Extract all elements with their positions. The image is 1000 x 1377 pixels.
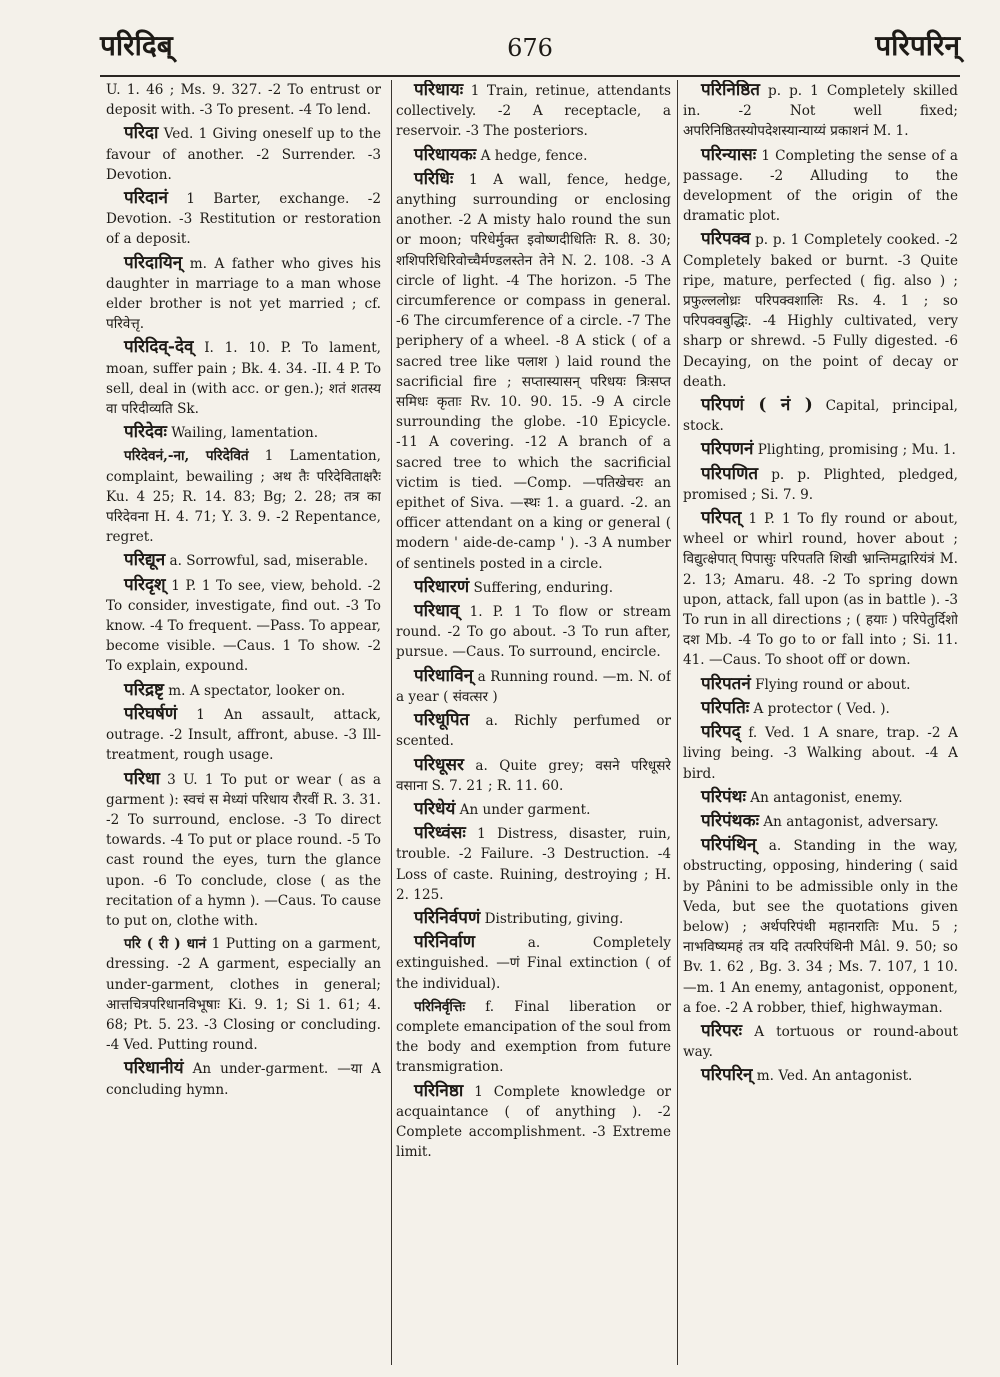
dictionary-entry xyxy=(106,1058,381,1099)
dictionary-entry xyxy=(106,934,381,1055)
dictionary-entry xyxy=(683,395,958,436)
entry-definition: a. Quite grey; वसने परिधूसरे वसाना S. 7. 21 ; R. 11. 60. xyxy=(396,757,671,794)
column-divider xyxy=(677,80,678,1365)
dictionary-entry xyxy=(683,145,958,227)
column-3 xyxy=(683,80,958,1365)
entry-headword: परिनिष्ठा xyxy=(414,1080,464,1101)
entry-definition: Ved. 1 Giving oneself up to the favour of another. -2 Surrender. -3 Devotion. xyxy=(106,126,381,183)
dictionary-entry xyxy=(683,674,958,695)
entry-headword: परिपरिन् xyxy=(701,1065,753,1086)
column-divider xyxy=(391,80,392,1365)
dictionary-entry xyxy=(106,253,381,335)
dictionary-entry xyxy=(106,769,381,932)
dictionary-entry xyxy=(683,698,958,719)
entry-headword: परिपरः xyxy=(701,1020,743,1041)
entry-definition: p. p. 1 Completely cooked. -2 Completely baked or burnt. -3 Quite ripe, mature, perfected ( fig. also ) ; प्रफुल्ललोध्रः परिपक्वशालिः Rs. 4. 1 ; so परिपक्वबुद्धिः. -4 Highly cultivated, very sharp or shrewd. -5 Fully digested. -6 Decaying, on the point of decay or death. xyxy=(683,232,958,390)
entry-definition: U. 1. 46 ; Ms. 9. 327. -2 To entrust or deposit with. -3 To present. -4 To lend. xyxy=(106,82,381,119)
dictionary-entry xyxy=(396,145,671,166)
entry-headword: परिद्रष्टृ xyxy=(124,679,164,700)
dictionary-entry xyxy=(106,680,381,701)
dictionary-entry xyxy=(396,932,671,994)
entry-headword: परिघर्षणं xyxy=(124,703,178,724)
dictionary-entry xyxy=(106,80,381,120)
dictionary-entry xyxy=(683,1021,958,1062)
dictionary-entry xyxy=(683,229,958,392)
dictionary-entry xyxy=(396,577,671,598)
entry-definition: a. Standing in the way, obstructing, opposing, hindering ( said by Pânini to be admissible only in the Veda, but see the quotations given below) ; अर्थपरिपंथी महानरातिः Mu. 5 ; नाभविष्यमहं तत्र यदि तत्परिपंथिनी Mâl. 9. 50; so Bv. 1. 62 , Bg. 3. 34 ; Ms. 7. 107, 1 10. —m. 1 An enemy, antagonist, opponent, a foe. -2 A robber, thief, highwayman. xyxy=(683,838,958,1016)
entry-headword: परिधायः xyxy=(414,80,464,100)
entry-headword: परिदायिन् xyxy=(124,252,183,273)
entry-headword: परिनिर्वृत्तिः xyxy=(414,998,466,1015)
entry-headword: परिपतनं xyxy=(701,673,751,694)
entry-definition: 1 Complete knowledge or acquaintance ( of anything ). -2 Complete accomplishment. -3 Extreme limit. xyxy=(396,1083,671,1161)
dictionary-entry xyxy=(683,464,958,505)
entry-headword: परिधानीयं xyxy=(124,1058,184,1079)
entry-headword: परिनिर्वाण xyxy=(414,932,475,953)
dictionary-entry xyxy=(106,337,381,419)
entry-definition: a. Completely extinguished. —णं Final extinction ( of the individual). xyxy=(396,935,671,992)
entry-headword: परिनिष्ठित xyxy=(701,80,760,100)
entry-definition: a. Sorrowful, sad, miserable. xyxy=(169,553,369,570)
header-rule xyxy=(100,75,960,77)
dictionary-entry xyxy=(396,601,671,663)
entry-headword: परिपंथिन् xyxy=(701,835,757,856)
dictionary-entry xyxy=(396,1081,671,1163)
entry-definition: A tortuous or round-about way. xyxy=(683,1023,958,1061)
entry-definition: Plighting, promising ; Mu. 1. xyxy=(757,442,956,459)
entry-headword: परि ( री ) धानं xyxy=(124,936,207,953)
entry-headword: परिपतिः xyxy=(701,697,750,718)
entry-headword: परिद्यून xyxy=(124,550,166,571)
entry-headword: परिदानं xyxy=(124,188,168,209)
entry-headword: परिधूसर xyxy=(414,754,464,775)
dictionary-entry xyxy=(396,666,671,707)
entry-definition: An under garment. xyxy=(459,801,591,818)
entry-definition: m. A spectator, looker on. xyxy=(168,682,346,699)
header-last-word: परिपरिन् xyxy=(875,29,960,62)
entry-headword: परिपणं ( नं ) xyxy=(701,395,813,416)
entry-definition: 1. P. 1 To flow or stream round. -2 To go about. -3 To run after, pursue. —Caus. To surround, encircle. xyxy=(396,604,671,661)
entry-definition: Suffering, enduring. xyxy=(473,579,614,596)
entry-definition: Capital, principal, stock. xyxy=(683,398,958,435)
entry-headword: परिपंथकः xyxy=(701,810,760,831)
entry-definition: m. Ved. An antagonist. xyxy=(756,1068,913,1085)
dictionary-entry xyxy=(106,422,381,443)
entry-definition: An under-garment. —या A concluding hymn. xyxy=(106,1061,381,1098)
dictionary-entry xyxy=(683,787,958,808)
entry-definition: 1 Distress, disaster, ruin, trouble. -2 Failure. -3 Destruction. -4 Loss of caste. Ruining, destroying ; H. 2. 125. xyxy=(396,826,671,903)
page-number: 676 xyxy=(507,34,553,62)
dictionary-entry xyxy=(683,508,958,671)
entry-definition: Wailing, lamentation. xyxy=(171,425,319,442)
entry-definition: 1 Lamentation, complaint, bewailing ; अथ तैः परिदेविताक्षरैः Ku. 4 25; R. 14. 83; Bg; 2. 28; तत्र का परिदेवना H. 4. 71; Y. 3. 9. -2 Repentance, regret. xyxy=(106,448,381,546)
entry-headword: परिपणनं xyxy=(701,439,754,460)
entry-definition: p. p. 1 Completely skilled in. -2 Not well fixed; अपरिनिष्ठितस्योपदेशस्यान्याय्यं प्रकाशनं M. 1. xyxy=(683,83,958,140)
entry-definition: 1 An assault, attack, outrage. -2 Insult, affront, abuse. -3 Ill-treatment, rough usage. xyxy=(106,706,381,764)
entry-definition: 1 Train, retinue, attendants collectively. -2 A receptacle, a reservoir. -3 The posteriors. xyxy=(396,83,671,140)
entry-definition: Flying round or about. xyxy=(755,676,911,693)
entry-headword: परिपक्व xyxy=(701,229,751,250)
entry-definition: Distributing, giving. xyxy=(484,910,624,927)
entry-definition: 1 Putting on a garment, dressing. -2 A garment, especially an under-garment, clothes in general; आत्तचित्रपरिधानविभूषाः Ki. 9. 1; Si 1. 61; 4. 68; Pt. 5. 23. -3 Closing or concluding. -4 Ved. Putting round. xyxy=(106,936,381,1054)
entry-definition: 3 U. 1 To put or wear ( as a garment ): स्वचं स मेध्यां परिधाय रौरवीं R. 3. 31. -2 To surround, enclose. -3 To direct towards. -4 To put or place round. -5 To cast round the eyes, turn the glance upon. -6 To conclude, close ( as the recitation of a hymn ). —Caus. To cause to put on, clothe with. xyxy=(106,771,381,929)
dictionary-entry xyxy=(106,188,381,250)
dictionary-entry xyxy=(683,80,958,142)
entry-definition: 1 Completing the sense of a passage. -2 Alluding to the development of the origin of the dramatic plot. xyxy=(683,147,958,225)
dictionary-entry xyxy=(396,799,671,820)
entry-definition: 1 P. 1 To see, view, behold. -2 To consider, investigate, find out. -3 To know. -4 To frequent. —Pass. To appear, become visible. —Caus. 1 To show. -2 To explain, expound. xyxy=(106,577,381,675)
entry-definition: p. p. Plighted, pledged, promised ; Si. 7. 9. xyxy=(683,466,958,503)
dictionary-entry xyxy=(106,575,381,677)
entry-definition: 1 A wall, fence, hedge, anything surrounding or enclosing another. -2 A misty halo round the sun or moon; परिधेर्मुक्त इवोष्णदीधितिः R. 8. 30; शशिपरिधिरिवोच्चैर्मण्डलस्तेन तेने N. 2. 108. -3 A circle of light. -4 The horizon. -5 The circumference or compass in general. -6 The circumference of a circle. -7 The periphery of a wheel. -8 A stick ( of a sacred tree like पलाश ) laid round the sacrificial fire ; सप्तास्यासन् परिधयः त्रिःसप्त समिधः कृताः Rv. 10. 90. 15. -9 A circle surrounding the globe. -10 Epicycle. -11 A covering. -12 A branch of a sacred tree to which the sacrificial victim is tied. —Comp. —पतिखेचरः an epithet of Siva. —स्थः 1. a guard. -2. an officer attendant on a king or general ( modern ' aide-de-camp ' ). -3 A number of sentinels posted in a circle. xyxy=(396,171,671,572)
entry-headword: परिधारणं xyxy=(414,576,470,597)
header-first-word: परिदिब् xyxy=(100,29,173,62)
entry-definition: a Running round. —m. N. of a year ( संवत्सर ) xyxy=(396,668,671,705)
entry-headword: परिपणित xyxy=(701,463,759,484)
entry-headword: परिधेयं xyxy=(414,798,456,819)
entry-definition: A protector ( Ved. ). xyxy=(753,700,890,717)
dictionary-entry xyxy=(396,755,671,796)
dictionary-entry xyxy=(683,439,958,460)
entry-definition: a. Richly perfumed or scented. xyxy=(396,713,671,750)
dictionary-entry xyxy=(396,823,671,905)
page-header xyxy=(100,26,960,76)
entry-definition: f. Final liberation or complete emancipation of the soul from the body and exemption from future transmigration. xyxy=(396,998,671,1076)
entry-headword: परिध्वंसः xyxy=(414,823,466,844)
dictionary-entry xyxy=(396,169,671,574)
entry-headword: परिन्यासः xyxy=(701,144,757,165)
dictionary-entry xyxy=(396,710,671,751)
entry-headword: परिधिः xyxy=(414,168,454,189)
entry-headword: परिदृश् xyxy=(124,574,166,595)
entry-headword: परिपत् xyxy=(701,508,742,529)
entry-headword: परिपद् xyxy=(701,722,741,743)
entry-headword: परिदिव्-देव् xyxy=(124,337,194,358)
entry-definition: A hedge, fence. xyxy=(480,147,588,164)
dictionary-entry xyxy=(106,550,381,571)
dictionary-entry xyxy=(396,908,671,929)
entry-headword: परिदा xyxy=(124,123,159,144)
dictionary-entry xyxy=(683,835,958,1018)
entry-headword: परिपंथः xyxy=(701,786,746,807)
entry-definition: m. A father who gives his daughter in marriage to a man whose elder brother is not yet married ; cf. परिवेत्तृ. xyxy=(106,255,381,333)
entry-headword: परिधूपित xyxy=(414,710,470,731)
dictionary-entry xyxy=(106,704,381,766)
dictionary-entry xyxy=(106,446,381,547)
entry-headword: परिदेवनं,-ना, परिदेवितं xyxy=(124,448,249,465)
dictionary-entry xyxy=(396,997,671,1078)
entry-definition: f. Ved. 1 A snare, trap. -2 A living being. -3 Walking about. -4 A bird. xyxy=(683,725,958,782)
entry-headword: परिधाविन् xyxy=(414,665,474,686)
entry-headword: परिधाव् xyxy=(414,601,460,622)
dictionary-entry xyxy=(396,80,671,142)
dictionary-entry xyxy=(106,123,381,185)
entry-headword: परिदेवः xyxy=(124,422,167,443)
entry-headword: परिनिर्वपणं xyxy=(414,907,481,928)
entry-definition: I. 1. 10. P. To lament, moan, suffer pain ; Bk. 4. 34. -II. 4 P. To sell, deal in (with acc. or gen.); शतं शतस्य वा परिदीव्यति Sk. xyxy=(106,340,381,418)
entry-definition: An antagonist, enemy. xyxy=(750,789,903,806)
entry-definition: 1 Barter, exchange. -2 Devotion. -3 Restitution or restoration of a deposit. xyxy=(106,191,381,248)
column-1 xyxy=(106,80,381,1365)
entry-definition: An antagonist, adversary. xyxy=(763,813,939,830)
entry-headword: परिधा xyxy=(124,768,160,789)
entry-headword: परिधायकः xyxy=(414,144,477,165)
column-2 xyxy=(396,80,671,1365)
entry-definition: 1 P. 1 To fly round or about, wheel or whirl round, hover about ; विद्युत्क्षेपात् पिपासुः परिपतति शिखी भ्रान्तिमद्वारियंत्रं M. 2. 13; Amaru. 48. -2 To spring down upon, attack, fall upon (as in battle ). -3 To run in all directions ; ( हयाः ) परिपेतुर्दिशो दश Mb. -4 To go to or fall into ; Si. 11. 41. —Caus. To shoot off or down. xyxy=(683,511,958,669)
dictionary-entry xyxy=(683,722,958,784)
dictionary-entry xyxy=(683,811,958,832)
dictionary-entry xyxy=(683,1065,958,1086)
